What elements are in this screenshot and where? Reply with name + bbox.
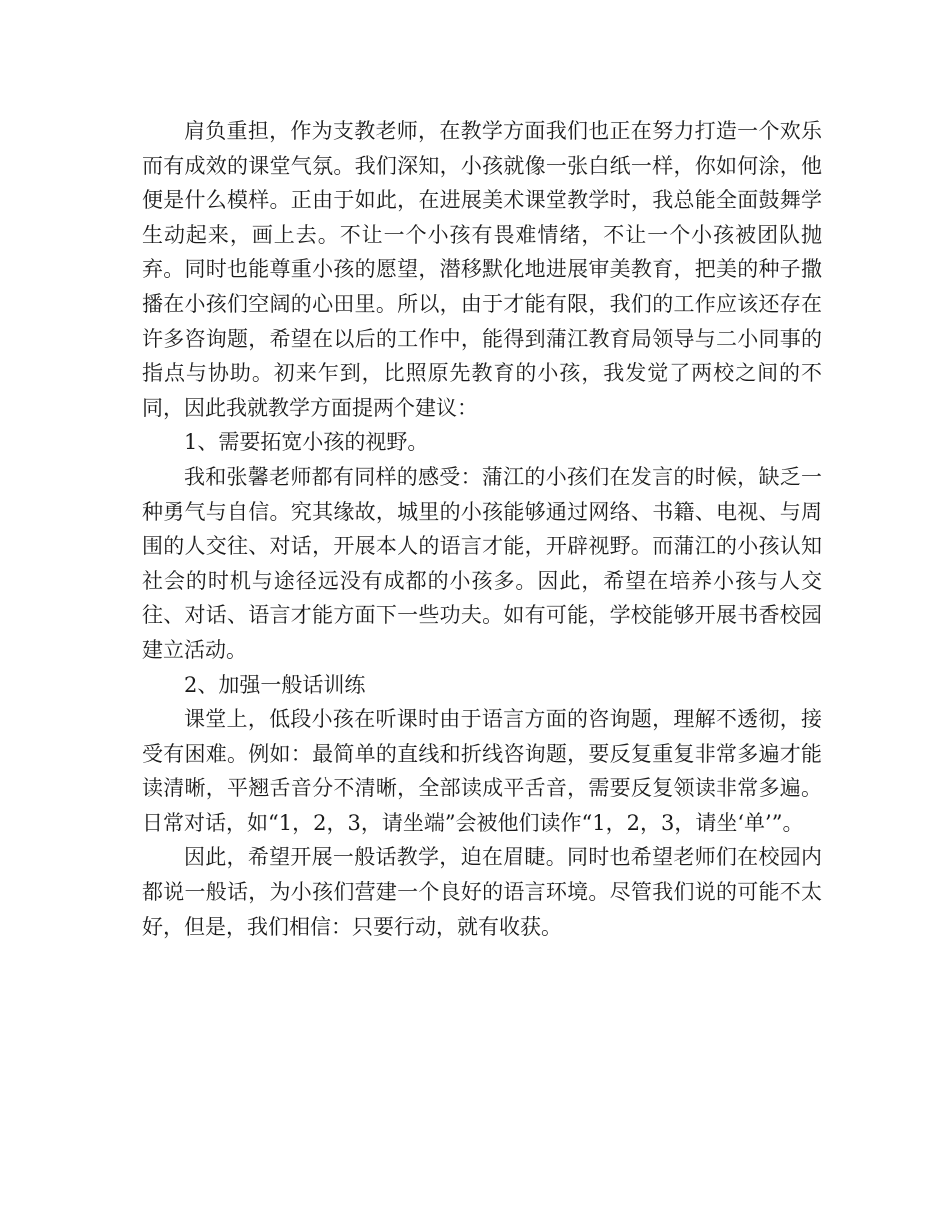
document-body xyxy=(142,114,822,944)
paragraph-conclusion: 因此，希望开展一般话教学，迫在眉睫。同时也希望老师们在校园内都说一般话，为小孩们营建一个良好的语言环境。尽管我们说的可能不太好，但是，我们相信：只要行动，就有收获。 xyxy=(142,845,822,939)
paragraph-suggestion-2: 课堂上，低段小孩在听课时由于语言方面的咨询题，理解不透彻，接受有困难。例如：最简单的直线和折线咨询题，要反复重复非常多遍才能读清晰，平翘舌音分不清晰，全部读成平舌音，需要反复领读非常多遍。日常对话，如“1，2，3，请坐端”会被他们读作“1，2，3，请坐‘单’”。 xyxy=(142,707,822,835)
heading-suggestion-2: 2、加强一般话训练 xyxy=(184,672,366,697)
heading-suggestion-1: 1、需要拓宽小孩的视野。 xyxy=(184,430,429,455)
paragraph-suggestion-1: 我和张馨老师都有同样的感受：蒲江的小孩们在发言的时候，缺乏一种勇气与自信。究其缘故，城里的小孩能够通过网络、书籍、电视、与周围的人交往、对话，开展本人的语言才能，开辟视野。而蒲江的小孩认知社会的时机与途径远没有成都的小孩多。因此，希望在培养小孩与人交往、对话、语言才能方面下一些功夫。如有可能，学校能够开展书香校园建立活动。 xyxy=(142,464,822,662)
paragraph-intro: 肩负重担，作为支教老师，在教学方面我们也正在努力打造一个欢乐而有成效的课堂气氛。我们深知，小孩就像一张白纸一样，你如何涂，他便是什么模样。正由于如此，在进展美术课堂教学时，我总能全面鼓舞学生动起来，画上去。不让一个小孩有畏难情绪，不让一个小孩被团队抛弃。同时也能尊重小孩的愿望，潜移默化地进展审美教育，把美的种子撒播在小孩们空阔的心田里。所以，由于才能有限，我们的工作应该还存在许多咨询题，希望在以后的工作中，能得到蒲江教育局领导与二小同事的指点与协助。初来乍到，比照原先教育的小孩，我发觉了两校之间的不同，因此我就教学方面提两个建议： xyxy=(142,119,822,420)
